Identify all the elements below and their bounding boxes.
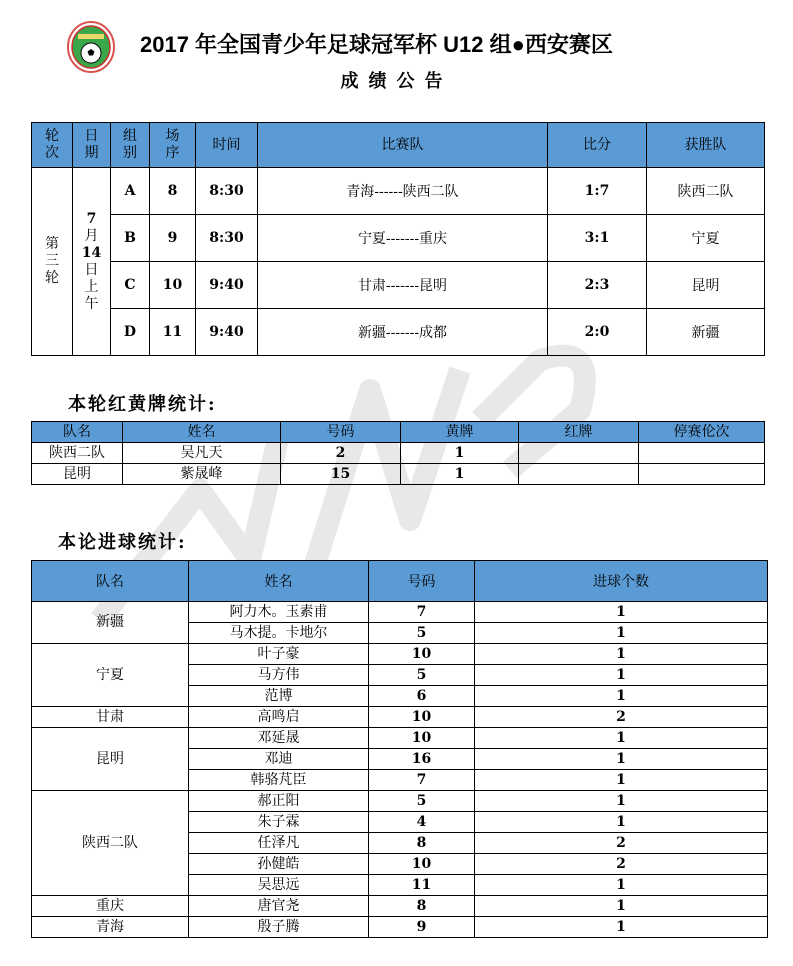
page-title: 2017 年全国青少年足球冠军杯 U12 组●西安赛区 [140, 32, 613, 57]
col-header-date: 日 期 [73, 123, 111, 168]
name-cell: 阿力木。玉素甫 [189, 602, 369, 623]
group-cell: A [111, 168, 150, 215]
number-cell: 7 [369, 770, 475, 791]
goals-cell: 2 [475, 833, 768, 854]
name-cell: 邓迪 [189, 749, 369, 770]
table-row [32, 464, 765, 485]
goals-cell: 1 [475, 875, 768, 896]
name-cell: 高鸣启 [189, 707, 369, 728]
goals-cell: 1 [475, 791, 768, 812]
team-cell: 昆明 [32, 464, 123, 485]
teams-cell: 甘肃-------昆明 [258, 262, 548, 309]
team-cell: 青海 [32, 917, 189, 938]
col-header-teams: 比赛队 [258, 123, 548, 168]
yellow-cell: 1 [401, 464, 519, 485]
cards-table [31, 421, 765, 485]
goals-header-row [32, 561, 768, 602]
goals-cell: 1 [475, 665, 768, 686]
col-header-team: 队名 [32, 422, 123, 443]
goals-cell: 1 [475, 917, 768, 938]
number-cell: 8 [369, 896, 475, 917]
number-cell: 10 [369, 707, 475, 728]
name-cell: 叶子豪 [189, 644, 369, 665]
goals-cell: 1 [475, 644, 768, 665]
suspension-cell [639, 443, 765, 464]
col-header-team: 队名 [32, 561, 189, 602]
team-cell: 宁夏 [32, 644, 189, 707]
table-row [32, 644, 768, 665]
table-row [32, 215, 765, 262]
table-row [32, 707, 768, 728]
cfa-logo-icon [66, 20, 116, 74]
team-cell: 新疆 [32, 602, 189, 644]
name-cell: 殷子腾 [189, 917, 369, 938]
table-row [32, 728, 768, 749]
number-cell: 5 [369, 623, 475, 644]
table-row [32, 896, 768, 917]
col-header-time: 时间 [196, 123, 258, 168]
col-header-red: 红牌 [519, 422, 639, 443]
name-cell: 邓延晟 [189, 728, 369, 749]
winner-cell: 宁夏 [647, 215, 765, 262]
number-cell: 11 [369, 875, 475, 896]
goals-cell: 1 [475, 686, 768, 707]
round-cell: 第 三 轮 [32, 168, 73, 356]
number-cell: 7 [369, 602, 475, 623]
name-cell: 任泽凡 [189, 833, 369, 854]
col-header-group: 组 别 [111, 123, 150, 168]
table-row [32, 791, 768, 812]
order-cell: 11 [150, 309, 196, 356]
score-cell: 1:7 [548, 168, 647, 215]
name-cell: 马方伟 [189, 665, 369, 686]
number-cell: 5 [369, 665, 475, 686]
number-cell: 9 [369, 917, 475, 938]
team-cell: 陕西二队 [32, 791, 189, 896]
name-cell: 朱子霖 [189, 812, 369, 833]
name-cell: 郝正阳 [189, 791, 369, 812]
score-cell: 3:1 [548, 215, 647, 262]
schedule-header-row [32, 123, 765, 168]
name-cell: 马木提。卡地尔 [189, 623, 369, 644]
team-cell: 昆明 [32, 728, 189, 791]
goals-cell: 1 [475, 770, 768, 791]
table-row [32, 917, 768, 938]
number-cell: 10 [369, 854, 475, 875]
date-cell: 7 月 14 日 上 午 [73, 168, 111, 356]
goals-section-title: 本论进球统计: [58, 532, 187, 553]
number-cell: 10 [369, 728, 475, 749]
winner-cell: 昆明 [647, 262, 765, 309]
goals-cell: 2 [475, 854, 768, 875]
number-cell: 16 [369, 749, 475, 770]
table-row [32, 443, 765, 464]
goals-table [31, 560, 768, 938]
number-cell: 8 [369, 833, 475, 854]
order-cell: 9 [150, 215, 196, 262]
cards-section-title: 本轮红黄牌统计: [68, 394, 217, 415]
name-cell: 孙健皓 [189, 854, 369, 875]
team-cell: 甘肃 [32, 707, 189, 728]
order-cell: 10 [150, 262, 196, 309]
yellow-cell: 1 [401, 443, 519, 464]
col-header-name: 姓名 [123, 422, 281, 443]
teams-cell: 宁夏-------重庆 [258, 215, 548, 262]
name-cell: 韩骆芃臣 [189, 770, 369, 791]
col-header-goals: 进球个数 [475, 561, 768, 602]
name-cell: 唐官尧 [189, 896, 369, 917]
number-cell: 2 [281, 443, 401, 464]
group-cell: C [111, 262, 150, 309]
table-row [32, 262, 765, 309]
red-cell [519, 443, 639, 464]
name-cell: 吴思远 [189, 875, 369, 896]
winner-cell: 新疆 [647, 309, 765, 356]
col-header-winner: 获胜队 [647, 123, 765, 168]
col-header-score: 比分 [548, 123, 647, 168]
teams-cell: 青海------陕西二队 [258, 168, 548, 215]
table-row [32, 309, 765, 356]
number-cell: 15 [281, 464, 401, 485]
page-subtitle: 成绩公告 [340, 71, 453, 91]
name-cell: 紫晟峰 [123, 464, 281, 485]
col-header-round: 轮 次 [32, 123, 73, 168]
cards-header-row [32, 422, 765, 443]
number-cell: 5 [369, 791, 475, 812]
red-cell [519, 464, 639, 485]
suspension-cell [639, 464, 765, 485]
number-cell: 4 [369, 812, 475, 833]
teams-cell: 新疆-------成都 [258, 309, 548, 356]
time-cell: 8:30 [196, 168, 258, 215]
score-cell: 2:0 [548, 309, 647, 356]
goals-cell: 2 [475, 707, 768, 728]
group-cell: D [111, 309, 150, 356]
name-cell: 范博 [189, 686, 369, 707]
col-header-number: 号码 [281, 422, 401, 443]
goals-cell: 1 [475, 896, 768, 917]
table-row [32, 602, 768, 623]
winner-cell: 陕西二队 [647, 168, 765, 215]
col-header-order: 场 序 [150, 123, 196, 168]
time-cell: 9:40 [196, 309, 258, 356]
col-header-suspension: 停赛伦次 [639, 422, 765, 443]
goals-cell: 1 [475, 623, 768, 644]
order-cell: 8 [150, 168, 196, 215]
score-cell: 2:3 [548, 262, 647, 309]
number-cell: 6 [369, 686, 475, 707]
team-cell: 陕西二队 [32, 443, 123, 464]
number-cell: 10 [369, 644, 475, 665]
group-cell: B [111, 215, 150, 262]
goals-cell: 1 [475, 602, 768, 623]
col-header-yellow: 黄牌 [401, 422, 519, 443]
name-cell: 吴凡天 [123, 443, 281, 464]
goals-cell: 1 [475, 749, 768, 770]
time-cell: 9:40 [196, 262, 258, 309]
team-cell: 重庆 [32, 896, 189, 917]
schedule-table [31, 122, 765, 356]
col-header-name: 姓名 [189, 561, 369, 602]
col-header-number: 号码 [369, 561, 475, 602]
goals-cell: 1 [475, 812, 768, 833]
table-row [32, 168, 765, 215]
time-cell: 8:30 [196, 215, 258, 262]
goals-cell: 1 [475, 728, 768, 749]
